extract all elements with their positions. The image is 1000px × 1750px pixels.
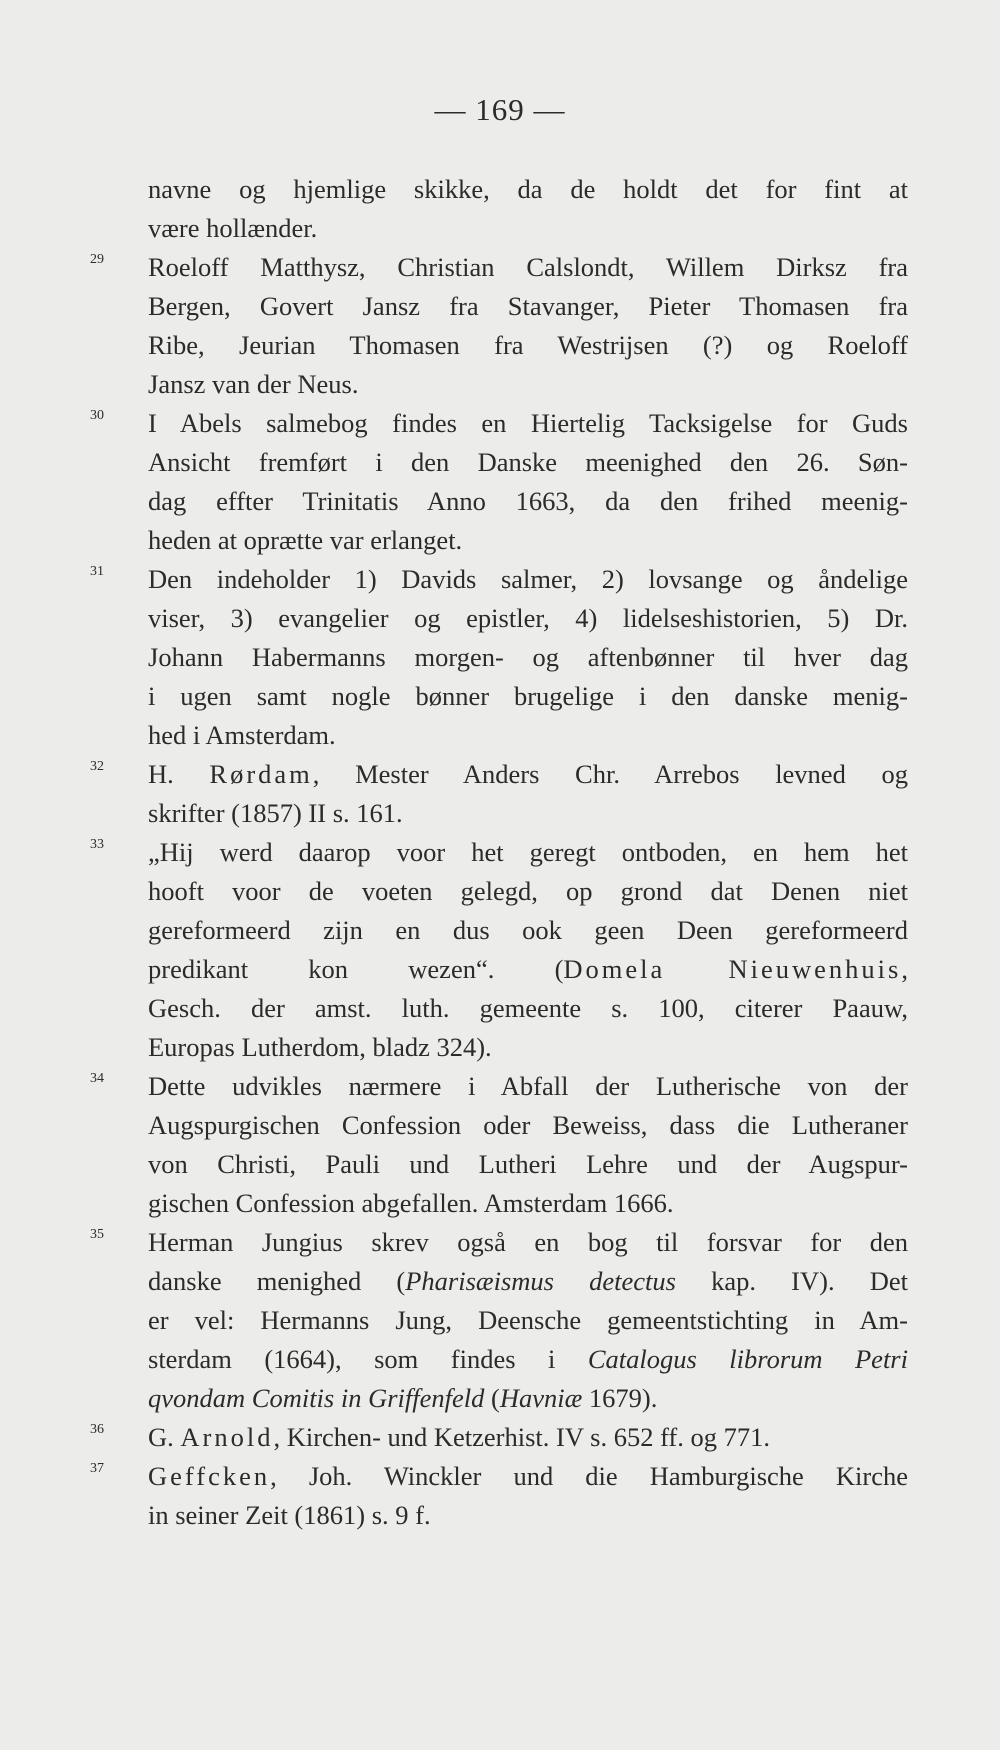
footnote xyxy=(90,1457,908,1535)
footnote-line: være hollænder. xyxy=(148,213,318,243)
footnotes xyxy=(90,170,908,1535)
footnote-line: Europas Lutherdom, bladz 324). xyxy=(148,1032,492,1062)
footnote-line: sterdam (1664), som findes i Catalogus librorum Petri xyxy=(148,1344,908,1374)
footnote-number: 29 xyxy=(90,252,104,267)
footnote-line: Ansicht fremført i den Danske meenighed den 26. Søn- xyxy=(148,447,908,477)
footnote-line: Johann Habermanns morgen- og aftenbønner til hver dag xyxy=(148,642,908,672)
footnote xyxy=(90,833,908,1067)
footnote-line: skrifter (1857) II s. 161. xyxy=(148,798,403,828)
footnote-line: predikant kon wezen“. (Domela Nieuwenhuis, xyxy=(148,954,908,984)
footnote-line: viser, 3) evangelier og epistler, 4) lidelseshistorien, 5) Dr. xyxy=(148,603,908,633)
footnote-line: H. Rørdam, Mester Anders Chr. Arrebos levned og xyxy=(148,759,908,789)
footnote xyxy=(148,170,908,248)
footnote-line: navne og hjemlige skikke, da de holdt det for fint at xyxy=(148,174,908,204)
footnote xyxy=(90,1418,908,1457)
footnote-number: 32 xyxy=(90,759,104,774)
footnote-line: dag effter Trinitatis Anno 1663, da den frihed meenig- xyxy=(148,486,908,516)
footnote-line: heden at oprætte var erlanget. xyxy=(148,525,463,555)
footnote-number: 37 xyxy=(90,1461,104,1476)
footnote-number: 34 xyxy=(90,1071,104,1086)
footnote-line: „Hij werd daarop voor het geregt ontboden, en hem het xyxy=(148,837,908,867)
footnote-line: Bergen, Govert Jansz fra Stavanger, Pieter Thomasen fra xyxy=(148,291,908,321)
footnote-line: Geffcken, Joh. Winckler und die Hamburgische Kirche xyxy=(148,1461,908,1491)
footnote-line: hooft voor de voeten gelegd, op grond dat Denen niet xyxy=(148,876,908,906)
footnote-line: Roeloff Matthysz, Christian Calslondt, Willem Dirksz fra xyxy=(148,252,908,282)
footnote-line: er vel: Hermanns Jung, Deensche gemeentstichting in Am- xyxy=(148,1305,908,1335)
footnote-number: 35 xyxy=(90,1227,104,1242)
footnote-line: G. Arnold, Kirchen- und Ketzerhist. IV s. 652 ff. og 771. xyxy=(148,1422,771,1452)
footnote-line: Herman Jungius skrev også en bog til forsvar for den xyxy=(148,1227,908,1257)
page-number: — 169 — xyxy=(434,92,566,127)
footnote-number: 31 xyxy=(90,564,104,579)
footnote-line: qvondam Comitis in Griffenfeld (Havniæ 1679). xyxy=(148,1383,658,1413)
footnote xyxy=(90,755,908,833)
footnote xyxy=(90,1067,908,1223)
footnote-line: danske menighed (Pharisæismus detectus kap. IV). Det xyxy=(148,1266,908,1296)
footnote xyxy=(90,560,908,755)
footnote-line: Gesch. der amst. luth. gemeente s. 100, citerer Paauw, xyxy=(148,993,908,1023)
footnote-line: gereformeerd zijn en dus ook geen Deen gereformeerd xyxy=(148,915,908,945)
footnote xyxy=(90,248,908,404)
footnote-line: I Abels salmebog findes en Hiertelig Tacksigelse for Guds xyxy=(148,408,908,438)
footnote-line: Den indeholder 1) Davids salmer, 2) lovsange og åndelige xyxy=(148,564,908,594)
footnote-line: Jansz van der Neus. xyxy=(148,369,359,399)
footnote-line: in seiner Zeit (1861) s. 9 f. xyxy=(148,1500,431,1530)
footnote-line: hed i Amsterdam. xyxy=(148,720,336,750)
footnote-line: gischen Confession abgefallen. Amsterdam 1666. xyxy=(148,1188,674,1218)
footnote-line: von Christi, Pauli und Lutheri Lehre und der Augspur- xyxy=(148,1149,908,1179)
footnote-line: i ugen samt nogle bønner brugelige i den danske menig- xyxy=(148,681,908,711)
footnote-number: 36 xyxy=(90,1422,104,1437)
footnote-number: 33 xyxy=(90,837,104,852)
footnote-number: 30 xyxy=(90,408,104,423)
footnote-line: Dette udvikles nærmere i Abfall der Lutherische von der xyxy=(148,1071,908,1101)
footnote-line: Augspurgischen Confession oder Beweiss, dass die Lutheraner xyxy=(148,1110,908,1140)
footnote xyxy=(90,1223,908,1418)
footnote xyxy=(90,404,908,560)
footnote-line: Ribe, Jeurian Thomasen fra Westrijsen (?) og Roeloff xyxy=(148,330,908,360)
